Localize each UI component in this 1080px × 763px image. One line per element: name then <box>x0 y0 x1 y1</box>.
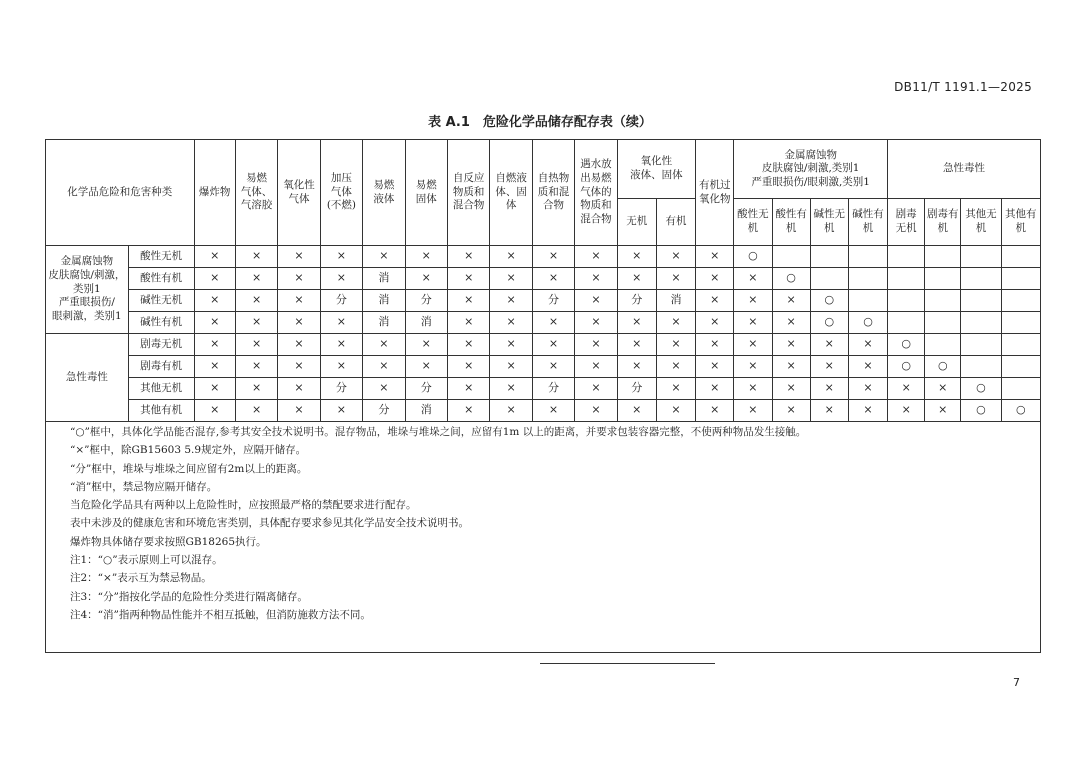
table-cell: 分 <box>532 290 574 312</box>
table-cell: × <box>848 334 887 356</box>
table-cell: × <box>734 268 772 290</box>
table-row <box>46 378 1041 400</box>
row-group-label: 急性毒性 <box>46 334 129 422</box>
table-cell: × <box>656 356 695 378</box>
table-cell: × <box>235 334 277 356</box>
table-cell: × <box>447 378 489 400</box>
table-cell: × <box>888 400 925 422</box>
table-cell <box>1001 334 1040 356</box>
table-cell <box>925 268 961 290</box>
table-cell <box>1001 268 1040 290</box>
column-group-header: 金属腐蚀物 皮肤腐蚀/刺激,类别1 严重眼损伤/眼刺激,类别1 <box>734 140 888 199</box>
table-cell: × <box>405 246 447 268</box>
note-line: 注1：“○”表示原则上可以混存。 <box>70 554 223 567</box>
column-subheader: 其他有 机 <box>1001 199 1040 246</box>
table-cell <box>961 356 1001 378</box>
table-cell: 分 <box>532 378 574 400</box>
table-cell: × <box>194 356 235 378</box>
table-cell: × <box>194 400 235 422</box>
row-label: 剧毒无机 <box>128 334 194 356</box>
table-cell: × <box>447 400 489 422</box>
row-label: 剧毒有机 <box>128 356 194 378</box>
table-cell: × <box>734 400 772 422</box>
table-cell: × <box>405 356 447 378</box>
column-subheader: 碱性有 机 <box>848 199 887 246</box>
table-cell: × <box>194 334 235 356</box>
table-cell: × <box>447 246 489 268</box>
note-line: 当危险化学品具有两种以上危险性时，应按照最严格的禁配要求进行配存。 <box>70 499 417 512</box>
table-cell: × <box>490 268 532 290</box>
table-cell <box>888 290 925 312</box>
table-cell: × <box>734 378 772 400</box>
column-subheader: 酸性无 机 <box>734 199 772 246</box>
row-label: 酸性有机 <box>128 268 194 290</box>
table-cell: × <box>656 378 695 400</box>
table-cell: × <box>278 334 320 356</box>
table-cell: ○ <box>810 290 848 312</box>
row-label: 其他无机 <box>128 378 194 400</box>
table-cell <box>961 312 1001 334</box>
table-row <box>46 290 1041 312</box>
table-cell <box>961 290 1001 312</box>
column-header: 遇水放 出易燃 气体的 物质和 混合物 <box>575 140 617 246</box>
row-label: 酸性无机 <box>128 246 194 268</box>
table-cell: × <box>278 400 320 422</box>
table-cell: × <box>363 334 405 356</box>
column-header: 自反应 物质和 混合物 <box>447 140 489 246</box>
table-cell <box>961 334 1001 356</box>
table-cell: × <box>772 356 810 378</box>
table-cell: × <box>810 334 848 356</box>
table-cell: × <box>734 290 772 312</box>
table-cell: ○ <box>961 378 1001 400</box>
table-cell: 消 <box>405 400 447 422</box>
table-cell: × <box>772 290 810 312</box>
table-cell: × <box>848 356 887 378</box>
column-group-header: 急性毒性 <box>888 140 1041 199</box>
table-cell: × <box>656 246 695 268</box>
table-cell: 分 <box>405 290 447 312</box>
table-cell: × <box>447 290 489 312</box>
table-cell: × <box>490 246 532 268</box>
table-cell: × <box>363 356 405 378</box>
note-line: “分”框中，堆垛与堆垛之间应留有2m以上的距离。 <box>70 462 308 475</box>
table-cell <box>925 290 961 312</box>
table-cell: × <box>734 356 772 378</box>
table-cell: × <box>696 378 734 400</box>
row-label: 碱性无机 <box>128 290 194 312</box>
table-cell: ○ <box>888 334 925 356</box>
table-cell <box>810 268 848 290</box>
table-cell: × <box>734 334 772 356</box>
table-cell <box>848 246 887 268</box>
table-cell: × <box>235 246 277 268</box>
table-cell: × <box>405 334 447 356</box>
table-cell: × <box>575 290 617 312</box>
table-cell: × <box>490 334 532 356</box>
column-header: 氧化性 气体 <box>278 140 320 246</box>
storage-compatibility-table <box>45 139 1041 653</box>
table-cell: × <box>696 312 734 334</box>
table-cell: × <box>235 356 277 378</box>
table-row <box>46 268 1041 290</box>
table-cell: ○ <box>925 356 961 378</box>
column-subheader: 剧毒 无机 <box>888 199 925 246</box>
table-cell: × <box>810 356 848 378</box>
table-cell <box>961 268 1001 290</box>
table-cell: × <box>235 400 277 422</box>
table-cell: × <box>194 378 235 400</box>
table-cell: 消 <box>656 290 695 312</box>
notes-row <box>46 422 1041 653</box>
column-header: 自热物 质和混 合物 <box>532 140 574 246</box>
table-cell <box>888 268 925 290</box>
table-cell: × <box>772 400 810 422</box>
table-cell: × <box>656 312 695 334</box>
table-cell: × <box>490 356 532 378</box>
note-line: 注3：“分”指按化学品的危险性分类进行隔离储存。 <box>70 590 308 603</box>
table-cell: × <box>656 268 695 290</box>
table-cell <box>888 246 925 268</box>
document-code: DB11/T 1191.1—2025 <box>894 80 1032 94</box>
table-cell: × <box>447 356 489 378</box>
table-cell: × <box>490 378 532 400</box>
table-cell <box>772 246 810 268</box>
table-cell <box>1001 378 1040 400</box>
table-cell <box>810 246 848 268</box>
table-cell: × <box>235 268 277 290</box>
table-cell: × <box>278 246 320 268</box>
table-row <box>46 356 1041 378</box>
table-cell: × <box>447 312 489 334</box>
table-cell: ○ <box>810 312 848 334</box>
column-subheader: 剧毒有 机 <box>925 199 961 246</box>
table-cell: × <box>810 400 848 422</box>
header-row-1 <box>46 140 1041 199</box>
table-cell: ○ <box>1001 400 1040 422</box>
table-cell: × <box>320 268 362 290</box>
table-cell: 分 <box>320 378 362 400</box>
table-cell: × <box>888 378 925 400</box>
table-cell: × <box>363 246 405 268</box>
table-cell: × <box>575 268 617 290</box>
table-cell: × <box>617 268 656 290</box>
note-line: “○”框中，具体化学品能否混存,参考其安全技术说明书。混存物品，堆垛与堆垛之间，应留有1m 以上的距离，并要求包装容器完整，不使两种物品发生接触。 <box>70 426 807 438</box>
table-cell: × <box>575 246 617 268</box>
table-row <box>46 400 1041 422</box>
row-label: 碱性有机 <box>128 312 194 334</box>
note-line: 爆炸物具体储存要求按照GB18265执行。 <box>70 535 267 548</box>
column-header: 加压 气体 (不燃) <box>320 140 362 246</box>
note-line: “消”框中，禁忌物应隔开储存。 <box>70 480 218 493</box>
table-cell: ○ <box>848 312 887 334</box>
note-line: 注2：“×”表示互为禁忌物品。 <box>70 572 212 585</box>
table-cell: × <box>617 400 656 422</box>
table-cell: × <box>278 290 320 312</box>
table-cell: ○ <box>734 246 772 268</box>
column-subheader: 其他无 机 <box>961 199 1001 246</box>
table-cell: × <box>925 378 961 400</box>
note-line: “×”框中，除GB15603 5.9规定外，应隔开储存。 <box>70 444 307 457</box>
table-cell: × <box>617 312 656 334</box>
column-subheader: 碱性无 机 <box>810 199 848 246</box>
table-cell <box>925 334 961 356</box>
table-cell: × <box>734 312 772 334</box>
table-cell: × <box>848 400 887 422</box>
column-header: 有机过 氧化物 <box>696 140 734 246</box>
table-cell <box>925 312 961 334</box>
table-cell: × <box>617 356 656 378</box>
table-cell <box>848 290 887 312</box>
table-cell: × <box>656 334 695 356</box>
table-cell: × <box>575 378 617 400</box>
table-cell: 消 <box>405 312 447 334</box>
corner-header: 化学品危险和危害种类 <box>46 140 195 246</box>
table-cell: × <box>490 290 532 312</box>
table-cell: × <box>696 246 734 268</box>
table-cell: × <box>320 356 362 378</box>
table-cell: × <box>575 356 617 378</box>
column-header: 爆炸物 <box>194 140 235 246</box>
column-group-header: 氧化性 液体、固体 <box>617 140 695 199</box>
table-cell: ○ <box>961 400 1001 422</box>
table-cell: × <box>363 378 405 400</box>
table-cell: × <box>194 290 235 312</box>
table-cell <box>1001 246 1040 268</box>
table-cell: 分 <box>617 290 656 312</box>
table-cell: × <box>235 290 277 312</box>
table-cell: × <box>532 246 574 268</box>
table-cell: × <box>696 268 734 290</box>
column-header: 自燃液 体、固 体 <box>490 140 532 246</box>
table-cell: 分 <box>617 378 656 400</box>
table-cell: 分 <box>320 290 362 312</box>
table-cell: × <box>810 378 848 400</box>
table-cell: × <box>235 312 277 334</box>
table-cell: × <box>320 334 362 356</box>
table-cell: × <box>656 400 695 422</box>
table-cell <box>888 312 925 334</box>
table-cell: × <box>575 312 617 334</box>
table-cell: × <box>320 246 362 268</box>
table-cell <box>1001 356 1040 378</box>
table-cell: ○ <box>772 268 810 290</box>
note-line: 表中未涉及的健康危害和环境危害类别，具体配存要求参见其化学品安全技术说明书。 <box>70 517 469 530</box>
table-cell: × <box>235 378 277 400</box>
table-cell: × <box>575 334 617 356</box>
table-cell: × <box>617 246 656 268</box>
table-cell: × <box>848 378 887 400</box>
table-cell: × <box>447 334 489 356</box>
table-cell <box>1001 290 1040 312</box>
table-cell <box>1001 312 1040 334</box>
table-cell: ○ <box>888 356 925 378</box>
table-cell: × <box>696 290 734 312</box>
table-cell: × <box>278 378 320 400</box>
table-cell: × <box>772 334 810 356</box>
table-cell: × <box>772 312 810 334</box>
table-cell: 消 <box>363 290 405 312</box>
table-cell: × <box>447 268 489 290</box>
row-group-label: 金属腐蚀物 皮肤腐蚀/刺激，类别1 严重眼损伤/ 眼刺激，类别1 <box>46 246 129 334</box>
table-cell: 分 <box>405 378 447 400</box>
column-header: 易燃 固体 <box>405 140 447 246</box>
table-cell: × <box>278 312 320 334</box>
table-cell: × <box>575 400 617 422</box>
table-cell: × <box>194 246 235 268</box>
table-cell <box>925 246 961 268</box>
note-line: 注4：“消”指两种物品性能并不相互抵触，但消防施救方法不同。 <box>70 608 371 621</box>
table-cell <box>848 268 887 290</box>
table-cell: × <box>532 312 574 334</box>
table-cell: 消 <box>363 312 405 334</box>
table-cell: × <box>532 400 574 422</box>
table-cell: 消 <box>363 268 405 290</box>
table-cell: × <box>532 268 574 290</box>
table-cell: × <box>194 268 235 290</box>
footer-rule <box>540 663 715 664</box>
table-cell: × <box>532 334 574 356</box>
column-header: 易燃 气体、 气溶胶 <box>235 140 277 246</box>
row-label: 其他有机 <box>128 400 194 422</box>
table-cell: × <box>194 312 235 334</box>
table-row <box>46 334 1041 356</box>
notes-cell <box>46 422 1041 653</box>
column-subheader: 无机 <box>617 199 656 246</box>
column-subheader: 酸性有 机 <box>772 199 810 246</box>
table-title: 表 A.1 危险化学品储存配存表（续） <box>428 115 652 130</box>
table-cell: × <box>696 356 734 378</box>
column-header: 易燃 液体 <box>363 140 405 246</box>
table-cell: × <box>278 268 320 290</box>
table-cell: × <box>772 378 810 400</box>
table-cell: × <box>320 312 362 334</box>
table-row <box>46 246 1041 268</box>
table-cell: × <box>696 334 734 356</box>
table-cell: × <box>490 312 532 334</box>
table-cell: × <box>320 400 362 422</box>
table-row <box>46 312 1041 334</box>
table-cell: × <box>617 334 656 356</box>
table-cell: × <box>490 400 532 422</box>
page-number: 7 <box>1013 676 1020 689</box>
table-cell: × <box>696 400 734 422</box>
table-cell: × <box>925 400 961 422</box>
table-cell: × <box>532 356 574 378</box>
table-cell: × <box>278 356 320 378</box>
column-subheader: 有机 <box>656 199 695 246</box>
table-cell <box>961 246 1001 268</box>
table-cell: × <box>405 268 447 290</box>
table-cell: 分 <box>363 400 405 422</box>
